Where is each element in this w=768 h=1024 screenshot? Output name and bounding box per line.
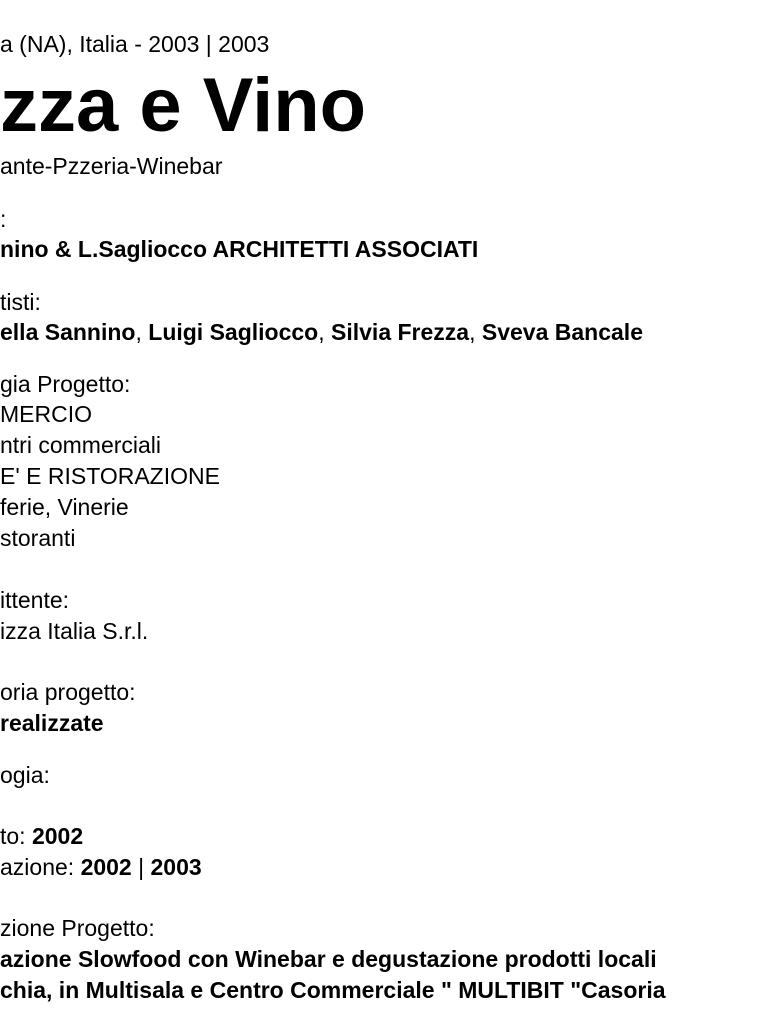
project-year-line [0,822,83,850]
project-year-label: to: [0,823,32,849]
description-line: azione Slowfood con Winebar e degustazione prodotti locali [0,946,657,972]
category-value: realizzate [0,710,104,736]
studio-label: : [0,206,7,232]
typology-item: ntri commerciali [0,432,162,458]
realization-line [0,853,202,881]
realization-label: azione: [0,854,81,880]
typology-item: storanti [0,525,76,551]
artists-list [0,318,643,346]
realization-start: 2002 [80,854,132,880]
location-line: a (NA), Italia - 2003 | 2003 [0,31,270,57]
artist-name: ella Sannino [0,319,136,345]
description-label: zione Progetto: [0,915,155,941]
category-label: oria progetto: [0,679,136,705]
artists-label: tisti: [0,289,41,315]
typology-item: MERCIO [0,401,92,427]
typology-item: ferie, Vinerie [0,494,129,520]
typology-label: gia Progetto: [0,371,131,397]
artist-separator: , [318,319,332,345]
realization-end: 2003 [150,854,202,880]
client-value: izza Italia S.r.l. [0,618,149,644]
artist-separator: , [135,319,149,345]
studio-value: nino & L.Sagliocco ARCHITETTI ASSOCIATI [0,236,479,262]
artist-name: Sveva Bancale [481,319,643,345]
artist-separator: , [469,319,482,345]
project-subtitle: ante-Pzzeria-Winebar [0,153,223,179]
typology-item: E' E RISTORAZIONE [0,463,220,489]
project-year: 2002 [31,823,84,849]
page-title: zza e Vino [0,63,367,148]
chronology-label: ogia: [0,762,50,788]
client-label: ittente: [0,587,70,613]
description-line: chia, in Multisala e Centro Commerciale " MULTIBIT "Casoria [0,977,666,1003]
artist-name: Silvia Frezza [331,319,470,345]
artist-name: Luigi Sagliocco [148,319,319,345]
realization-separator: | [131,854,151,880]
